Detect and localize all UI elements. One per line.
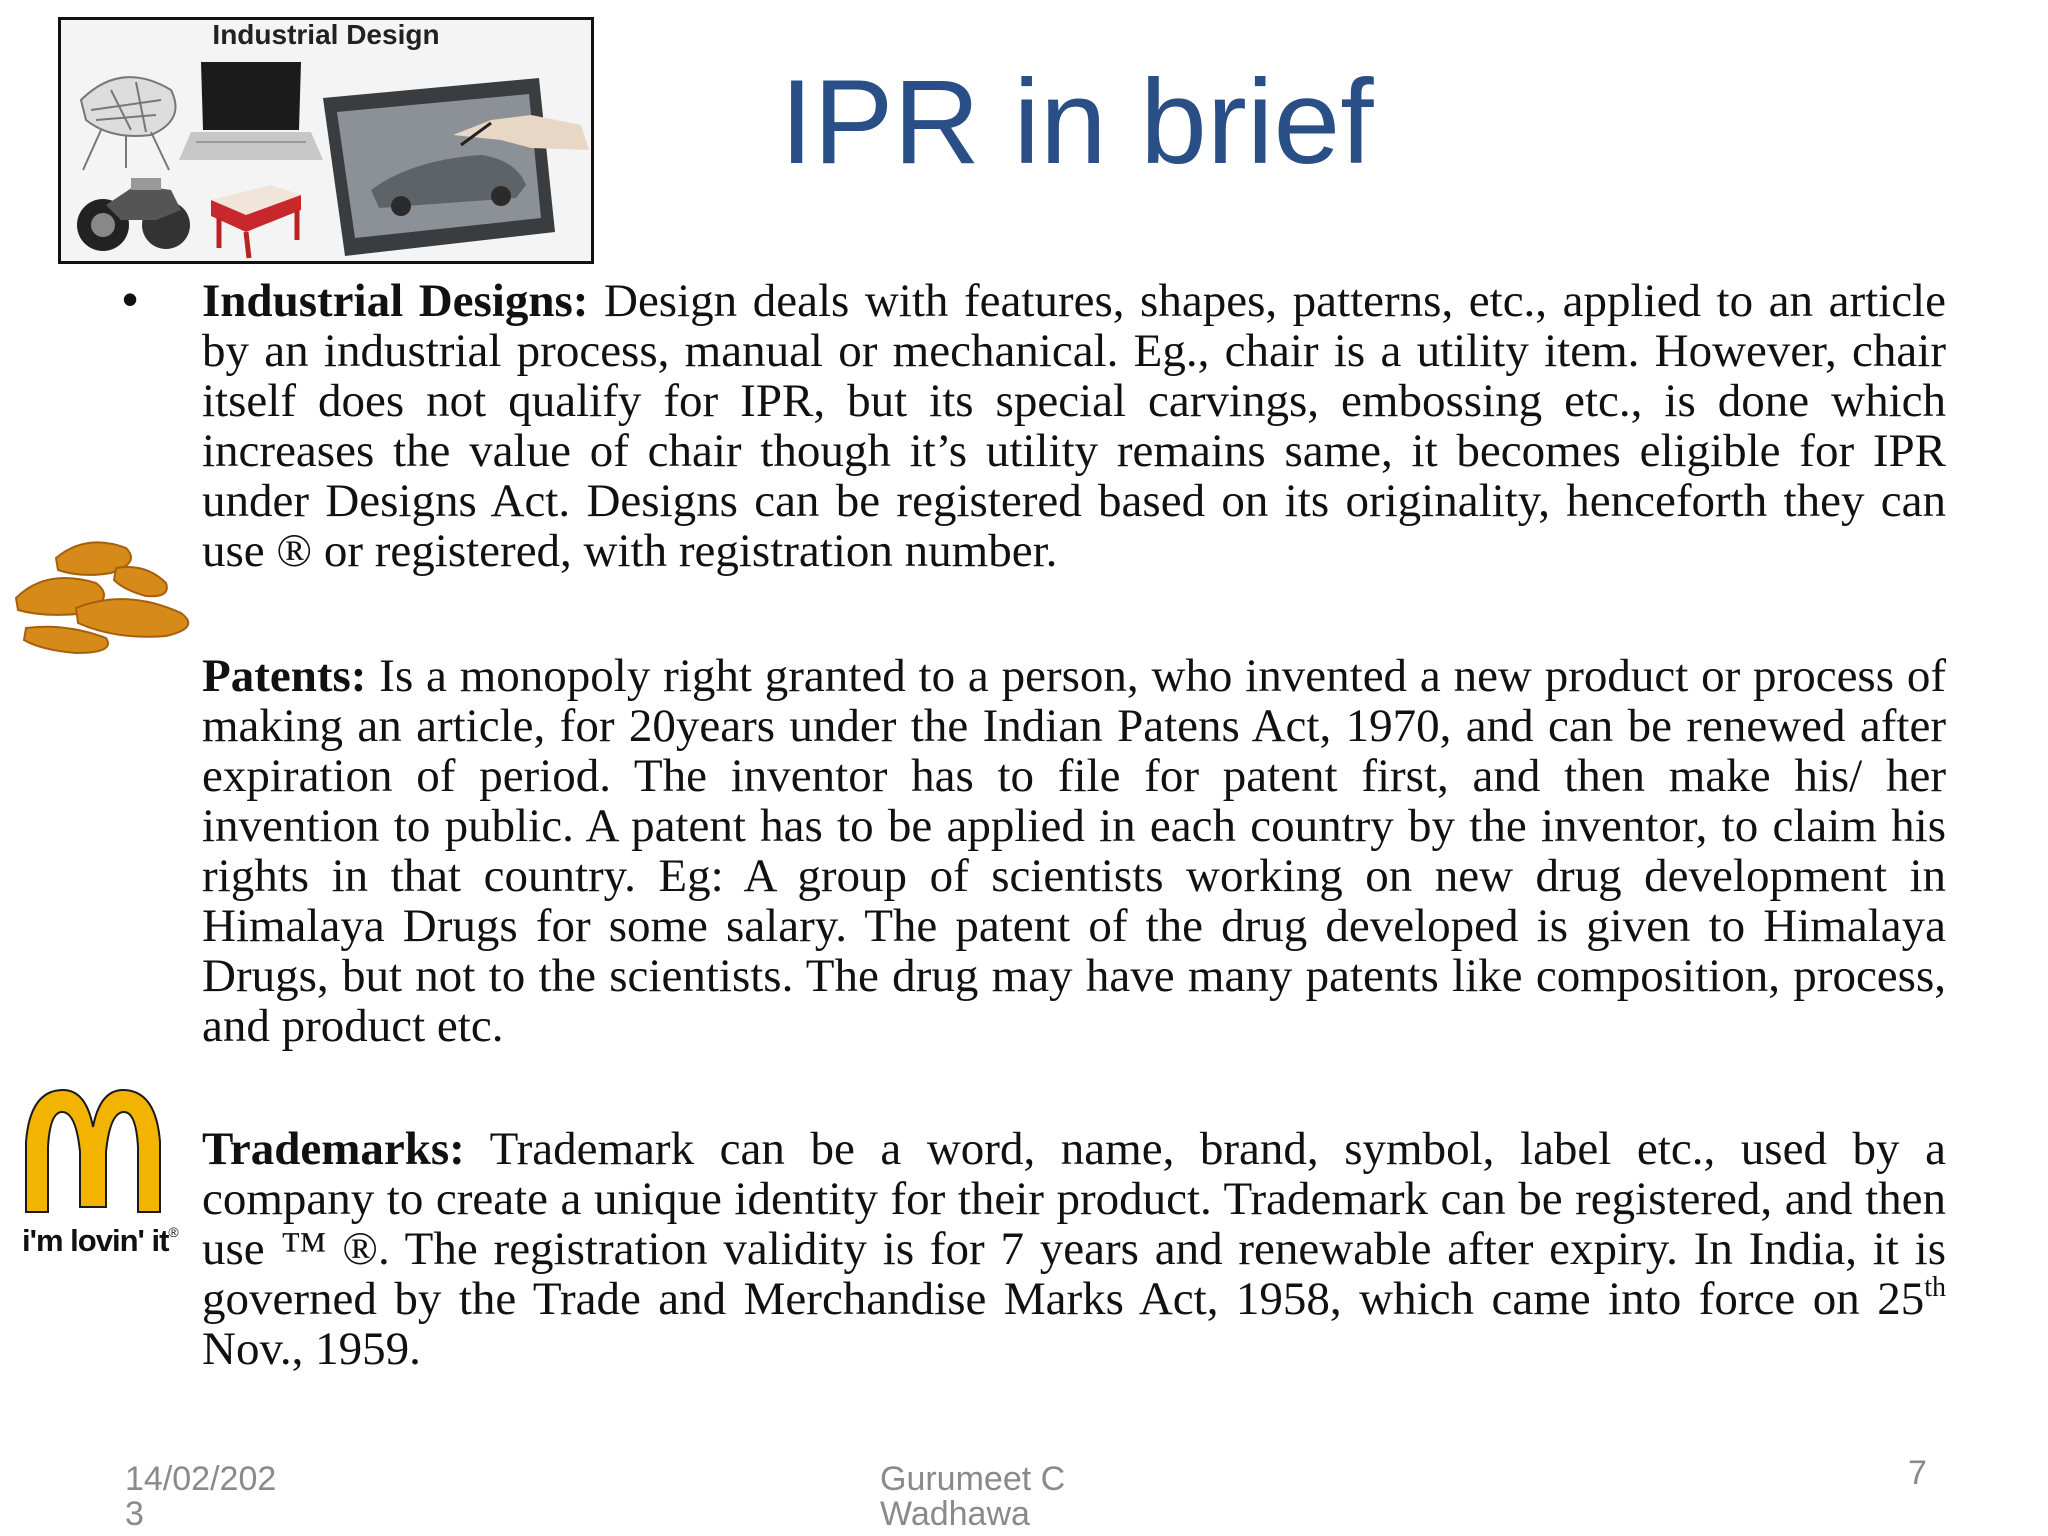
date-superscript: th — [1924, 1272, 1946, 1303]
footer-author: Gurumeet C Wadhawa — [880, 1460, 1066, 1533]
industrial-designs-paragraph — [202, 276, 1946, 576]
trademarks-tail: Nov., 1959. — [202, 1323, 421, 1375]
industrial-designs-heading: Industrial Designs: — [202, 275, 589, 327]
industrial-designs-text: Design deals with features, shapes, patterns, etc., applied to an article by an industrial process, manual or mechanical. Eg., chair is a utility item. However, chair itself does not qualify for IPR, but its special carvings, embossing etc., is done which increases the value of chair though it’s utility remains same, it becomes eligible for IPR under Designs Act. Designs can be registered based on its originality, henceforth they can use ® or registered, with registration number. — [202, 275, 1947, 577]
slide-title: IPR in brief — [780, 55, 1374, 189]
footer-date: 14/02/2023 — [125, 1460, 277, 1533]
trademarks-heading: Trademarks: — [202, 1123, 465, 1175]
trademarks-text: Trademark can be a word, name, brand, symbol, label etc., used by a company to create a unique identity for their product. Trademark can be registered, and then use ™ ®. The registration validity is for 7 years and renewable after expiry. In India, it is governed by the Trade and Merchandise Marks Act, 1958, which came into force on 25 — [202, 1123, 1946, 1325]
patents-paragraph — [202, 651, 1946, 1051]
turmeric-image — [6, 528, 206, 658]
mcdonalds-tagline: i'm lovin' it® — [22, 1223, 178, 1258]
industrial-design-collage — [58, 17, 594, 264]
page-number: 7 — [1908, 1454, 1927, 1492]
mcdonalds-logo — [18, 1082, 168, 1222]
industrial-design-collage-image — [61, 20, 591, 261]
patents-text: Is a monopoly right granted to a person, who invented a new product or process of making an article, for 20years under the Indian Patens Act, 1970, and can be renewed after expiration of period. The inventor has to file for patent first, and then make his/ her invention to public. A patent has to be applied in each country by the inventor, to claim his rights in that country. Eg: A group of scientists working on new drug development in Himalaya Drugs for some salary. The patent of the drug developed is given to Himalaya Drugs, but not to the scientists. The drug may have many patents like composition, process, and product etc. — [202, 650, 1946, 1052]
bullet-icon: • — [122, 273, 139, 325]
trademarks-paragraph — [202, 1124, 1946, 1374]
patents-heading: Patents: — [202, 650, 367, 702]
collage-label: Industrial Design — [212, 20, 440, 50]
